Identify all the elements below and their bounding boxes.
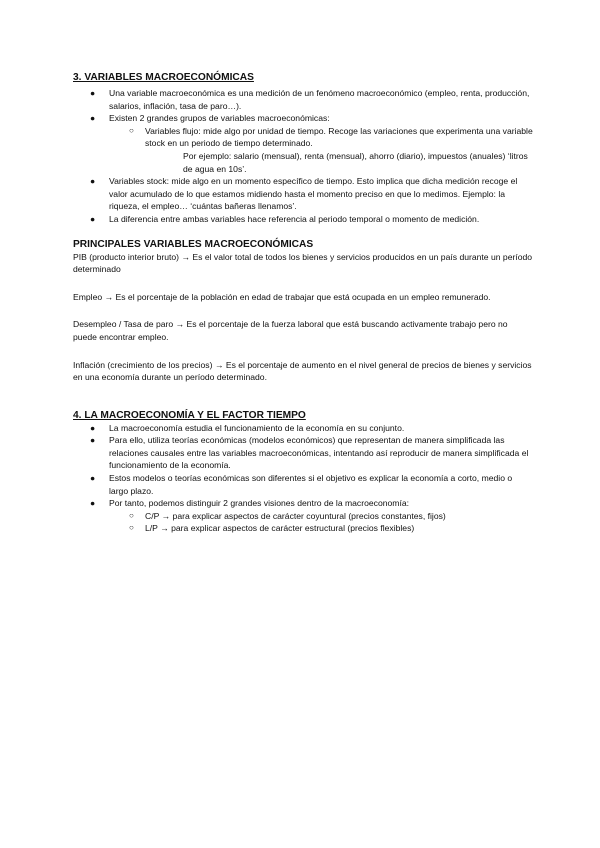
hollow-bullet-icon: ○ [129,125,134,135]
section-4-title: 4. LA MACROECONOMÍA Y EL FACTOR TIEMPO [73,409,306,421]
section-4-list [73,422,533,535]
list-item: ● Estos modelos o teorías económicas son diferentes si el objetivo es explicar la economía a corto, medio o largo plazo. [90,473,513,496]
bullet-icon: ● [90,435,96,446]
hollow-bullet-icon: ○ [129,510,134,520]
bullet-icon: ● [90,88,96,98]
document-content [73,71,533,535]
section-3-title: 3. VARIABLES MACROECONÓMICAS [73,72,254,83]
list-item: ● Existen 2 grandes grupos de variables macroeconómicas: [90,113,330,124]
section-3-list [73,87,533,226]
bullet-icon: ● [90,213,96,224]
sub-list-item: ○ L/P → para explicar aspectos de carácter estructural (precios flexibles) [129,523,415,534]
sub-list-item: ○ C/P → para explicar aspectos de carácter coyuntural (precios constantes, fijos) [129,510,446,521]
list-item: ● Para ello, utiliza teorías económicas (modelos económicos) que representan de manera simplificada las relaciones causales entre las variables macroeconómicas, intentando así reproducir de manera simplificada el funcionamiento de la economía. [90,435,529,471]
list-item: ● Por tanto, podemos distinguir 2 grandes visiones dentro de la macroeconomía: [90,498,409,509]
sub-list-item: ○ Variables flujo: mide algo por unidad de tiempo. Recoge las variaciones que experimenta una variable stock en un periodo de tiempo determinado. [129,125,533,149]
hollow-bullet-icon: ○ [129,523,134,533]
paragraph-pib: PIB (producto interior bruto) → Es el valor total de todos los bienes y servicios producidos en un país durante un período determinado [73,251,533,275]
list-item: ● Variables stock: mide algo en un momento específico de tiempo. Esto implica que dicha medición recoge el valor acumulado de lo que estamos midiendo hasta el momento preciso en que lo medimos. Ejemplo: la riqueza, el empleo… ‘cuántas bañeras llenamos’. [90,176,518,212]
paragraph-inflacion: Inflación (crecimiento de los precios) → Es el porcentaje de aumento en el nivel general de precios de bienes y servicios en una economía durante un período determinado. [73,359,532,383]
list-item: ● Una variable macroeconómica es una medición de un fenómeno macroeconómico (empleo, renta, producción, salarios, inflación, tasa de paro…). [90,88,530,111]
list-item: ● La diferencia entre ambas variables hace referencia al periodo temporal o momento de medición. [90,213,480,224]
sub-example: Por ejemplo: salario (mensual), renta (mensual), ahorro (diario), impuestos (anuales) ‘litros de agua en 10s’. [183,150,528,174]
bullet-icon: ● [90,176,96,187]
paragraph-desempleo: Desempleo / Tasa de paro → Es el porcentaje de la fuerza laboral que está buscando activamente trabajo pero no puede encontrar empleo. [73,319,508,342]
bullet-icon: ● [90,422,96,433]
bullet-icon: ● [90,113,96,124]
list-item: ● La macroeconomía estudia el funcionamiento de la economía en su conjunto. [90,422,405,433]
paragraph-empleo: Empleo → Es el porcentaje de la población en edad de trabajar que está ocupada en un empleo remunerado. [73,291,491,302]
bullet-icon: ● [90,473,96,484]
bullet-icon: ● [90,498,96,509]
principales-title: PRINCIPALES VARIABLES MACROECONÓMICAS [73,238,314,250]
